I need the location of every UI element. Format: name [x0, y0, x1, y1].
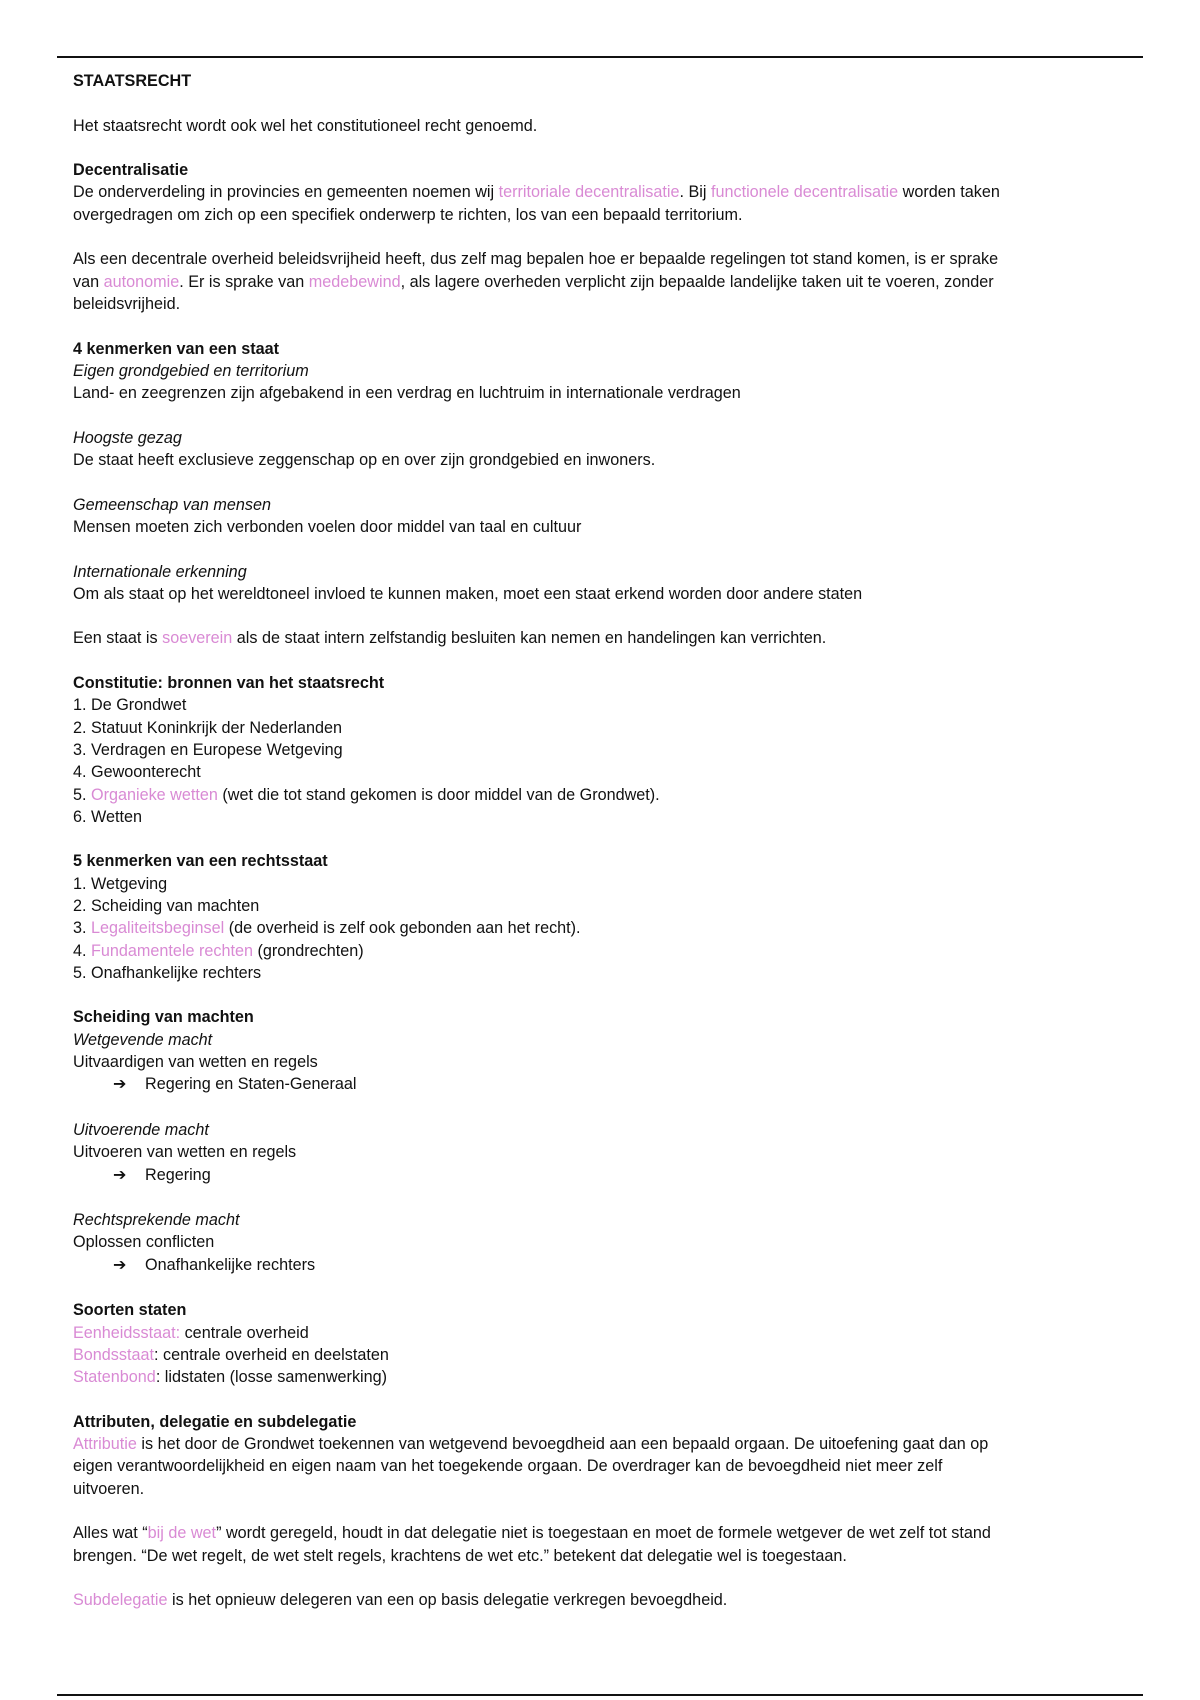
- arrow-right-icon: ➔: [113, 1166, 127, 1184]
- attributie-paragraph-2: Alles wat “bij de wet” wordt geregeld, houdt in dat delegatie niet is toegestaan en moet de formele wetgever de wet zelf tot stand brengen. “De wet regelt, de wet stelt regels, krachtens de wet etc.” betekent dat delegatie wel is toegestaan.: [73, 1524, 991, 1565]
- macht-text: Uitvaardigen van wetten en regels: [73, 1053, 318, 1072]
- term-organieke-wetten: Organieke wetten: [91, 785, 218, 804]
- term-bondsstaat: Bondsstaat: [73, 1345, 154, 1364]
- bottom-rule: [57, 1694, 1143, 1696]
- kenmerk-title: Hoogste gezag: [73, 428, 182, 447]
- term-bij-de-wet: bij de wet: [147, 1524, 217, 1543]
- term-functionele-decentralisatie: functionele decentralisatie: [710, 183, 899, 202]
- kenmerk-title: Eigen grondgebied en territorium: [73, 361, 309, 380]
- heading-rechtsstaat: 5 kenmerken van een rechtsstaat: [73, 852, 328, 871]
- macht-title: Rechtsprekende macht: [73, 1211, 240, 1230]
- list-item: 3. Verdragen en Europese Wetgeving: [73, 740, 343, 759]
- list-item: 5. Organieke wetten (wet die tot stand gekomen is door middel van de Grondwet).: [73, 785, 660, 804]
- heading-soorten-staten: Soorten staten: [73, 1301, 187, 1320]
- arrow-right-icon: ➔: [113, 1256, 127, 1274]
- heading-decentralisatie: Decentralisatie: [73, 161, 189, 180]
- kenmerk-title: Internationale erkenning: [73, 562, 247, 581]
- arrow-right-icon: ➔: [113, 1076, 127, 1094]
- kenmerk-text: Om als staat op het wereldtoneel invloed te kunnen maken, moet een staat erkend worden door andere staten: [73, 584, 863, 603]
- list-item: 3. Legaliteitsbeginsel (de overheid is zelf ook gebonden aan het recht).: [73, 919, 581, 938]
- intro-text: Het staatsrecht wordt ook wel het constitutioneel recht genoemd.: [73, 116, 538, 135]
- macht-arrow-line: ➔ Onafhankelijke rechters: [73, 1254, 1133, 1277]
- heading-attributie: Attributen, delegatie en subdelegatie: [73, 1412, 357, 1431]
- term-attributie: Attributie: [73, 1435, 137, 1454]
- term-territoriale-decentralisatie: territoriale decentralisatie: [498, 183, 680, 202]
- soeverein-text: Een staat is soeverein als de staat intern zelfstandig besluiten kan nemen en handelingen kan verrichten.: [73, 629, 827, 648]
- top-rule: [57, 56, 1143, 58]
- macht-text: Uitvoeren van wetten en regels: [73, 1143, 297, 1162]
- term-autonomie: autonomie: [103, 272, 180, 291]
- list-item: 5. Onafhankelijke rechters: [73, 963, 262, 982]
- term-eenheidsstaat: Eenheidsstaat:: [73, 1323, 181, 1342]
- list-item: Bondsstaat: centrale overheid en deelstaten: [73, 1345, 389, 1364]
- kenmerk-text: Mensen moeten zich verbonden voelen door middel van taal en cultuur: [73, 517, 582, 536]
- decentralisatie-paragraph-1: De onderverdeling in provincies en gemeenten noemen wij territoriale decentralisatie. Bij functionele decentralisatie worden taken overgedragen om zich op een specifiek onderwerp te richten, los van een bepaald territorium.: [73, 183, 1000, 224]
- attributie-paragraph-3: Subdelegatie is het opnieuw delegeren van een op basis delegatie verkregen bevoegdheid.: [73, 1591, 728, 1610]
- macht-title: Uitvoerende macht: [73, 1120, 209, 1139]
- attributie-paragraph-1: Attributie is het door de Grondwet toekennen van wetgevend bevoegdheid aan een bepaald orgaan. De uitoefening gaat dan op eigen verantwoordelijkheid en eigen naam van het toegekende orgaan. De overdrager kan de bevoegdheid niet meer zelf uitvoeren.: [73, 1435, 989, 1498]
- macht-arrow-line: ➔ Regering en Staten-Generaal: [73, 1073, 1133, 1096]
- list-item: 4. Fundamentele rechten (grondrechten): [73, 941, 364, 960]
- macht-arrow-line: ➔ Regering: [73, 1164, 1133, 1187]
- term-fundamentele-rechten: Fundamentele rechten: [91, 941, 253, 960]
- kenmerk-text: Land- en zeegrenzen zijn afgebakend in een verdrag en luchtruim in internationale verdragen: [73, 384, 741, 403]
- macht-text: Oplossen conflicten: [73, 1233, 215, 1252]
- term-legaliteitsbeginsel: Legaliteitsbeginsel: [91, 919, 225, 938]
- list-item: 6. Wetten: [73, 807, 142, 826]
- page-title: STAATSRECHT: [73, 72, 192, 90]
- document-page: [73, 70, 1133, 1611]
- list-item: 2. Scheiding van machten: [73, 896, 260, 915]
- list-item: 1. De Grondwet: [73, 696, 187, 715]
- list-item: Eenheidsstaat: centrale overheid: [73, 1323, 309, 1342]
- term-soeverein: soeverein: [162, 629, 233, 648]
- heading-constitutie: Constitutie: bronnen van het staatsrecht: [73, 674, 385, 693]
- list-item: 1. Wetgeving: [73, 874, 168, 893]
- heading-kenmerken-staat: 4 kenmerken van een staat: [73, 339, 280, 358]
- macht-title: Wetgevende macht: [73, 1030, 213, 1049]
- term-medebewind: medebewind: [308, 272, 401, 291]
- list-item: 4. Gewoonterecht: [73, 763, 201, 782]
- term-subdelegatie: Subdelegatie: [73, 1591, 168, 1610]
- kenmerk-text: De staat heeft exclusieve zeggenschap op en over zijn grondgebied en inwoners.: [73, 451, 656, 470]
- list-item: 2. Statuut Koninkrijk der Nederlanden: [73, 718, 343, 737]
- kenmerk-title: Gemeenschap van mensen: [73, 495, 271, 514]
- decentralisatie-paragraph-2: Als een decentrale overheid beleidsvrijheid heeft, dus zelf mag bepalen hoe er bepaalde regelingen tot stand komen, is er sprake van autonomie. Er is sprake van medebewind, als lagere overheden verplicht zijn bepaalde landelijke taken uit te voeren, zonder beleidsvrijheid.: [73, 250, 999, 313]
- list-item: Statenbond: lidstaten (losse samenwerking): [73, 1368, 388, 1387]
- heading-scheiding-machten: Scheiding van machten: [73, 1008, 254, 1027]
- term-statenbond: Statenbond: [73, 1368, 156, 1387]
